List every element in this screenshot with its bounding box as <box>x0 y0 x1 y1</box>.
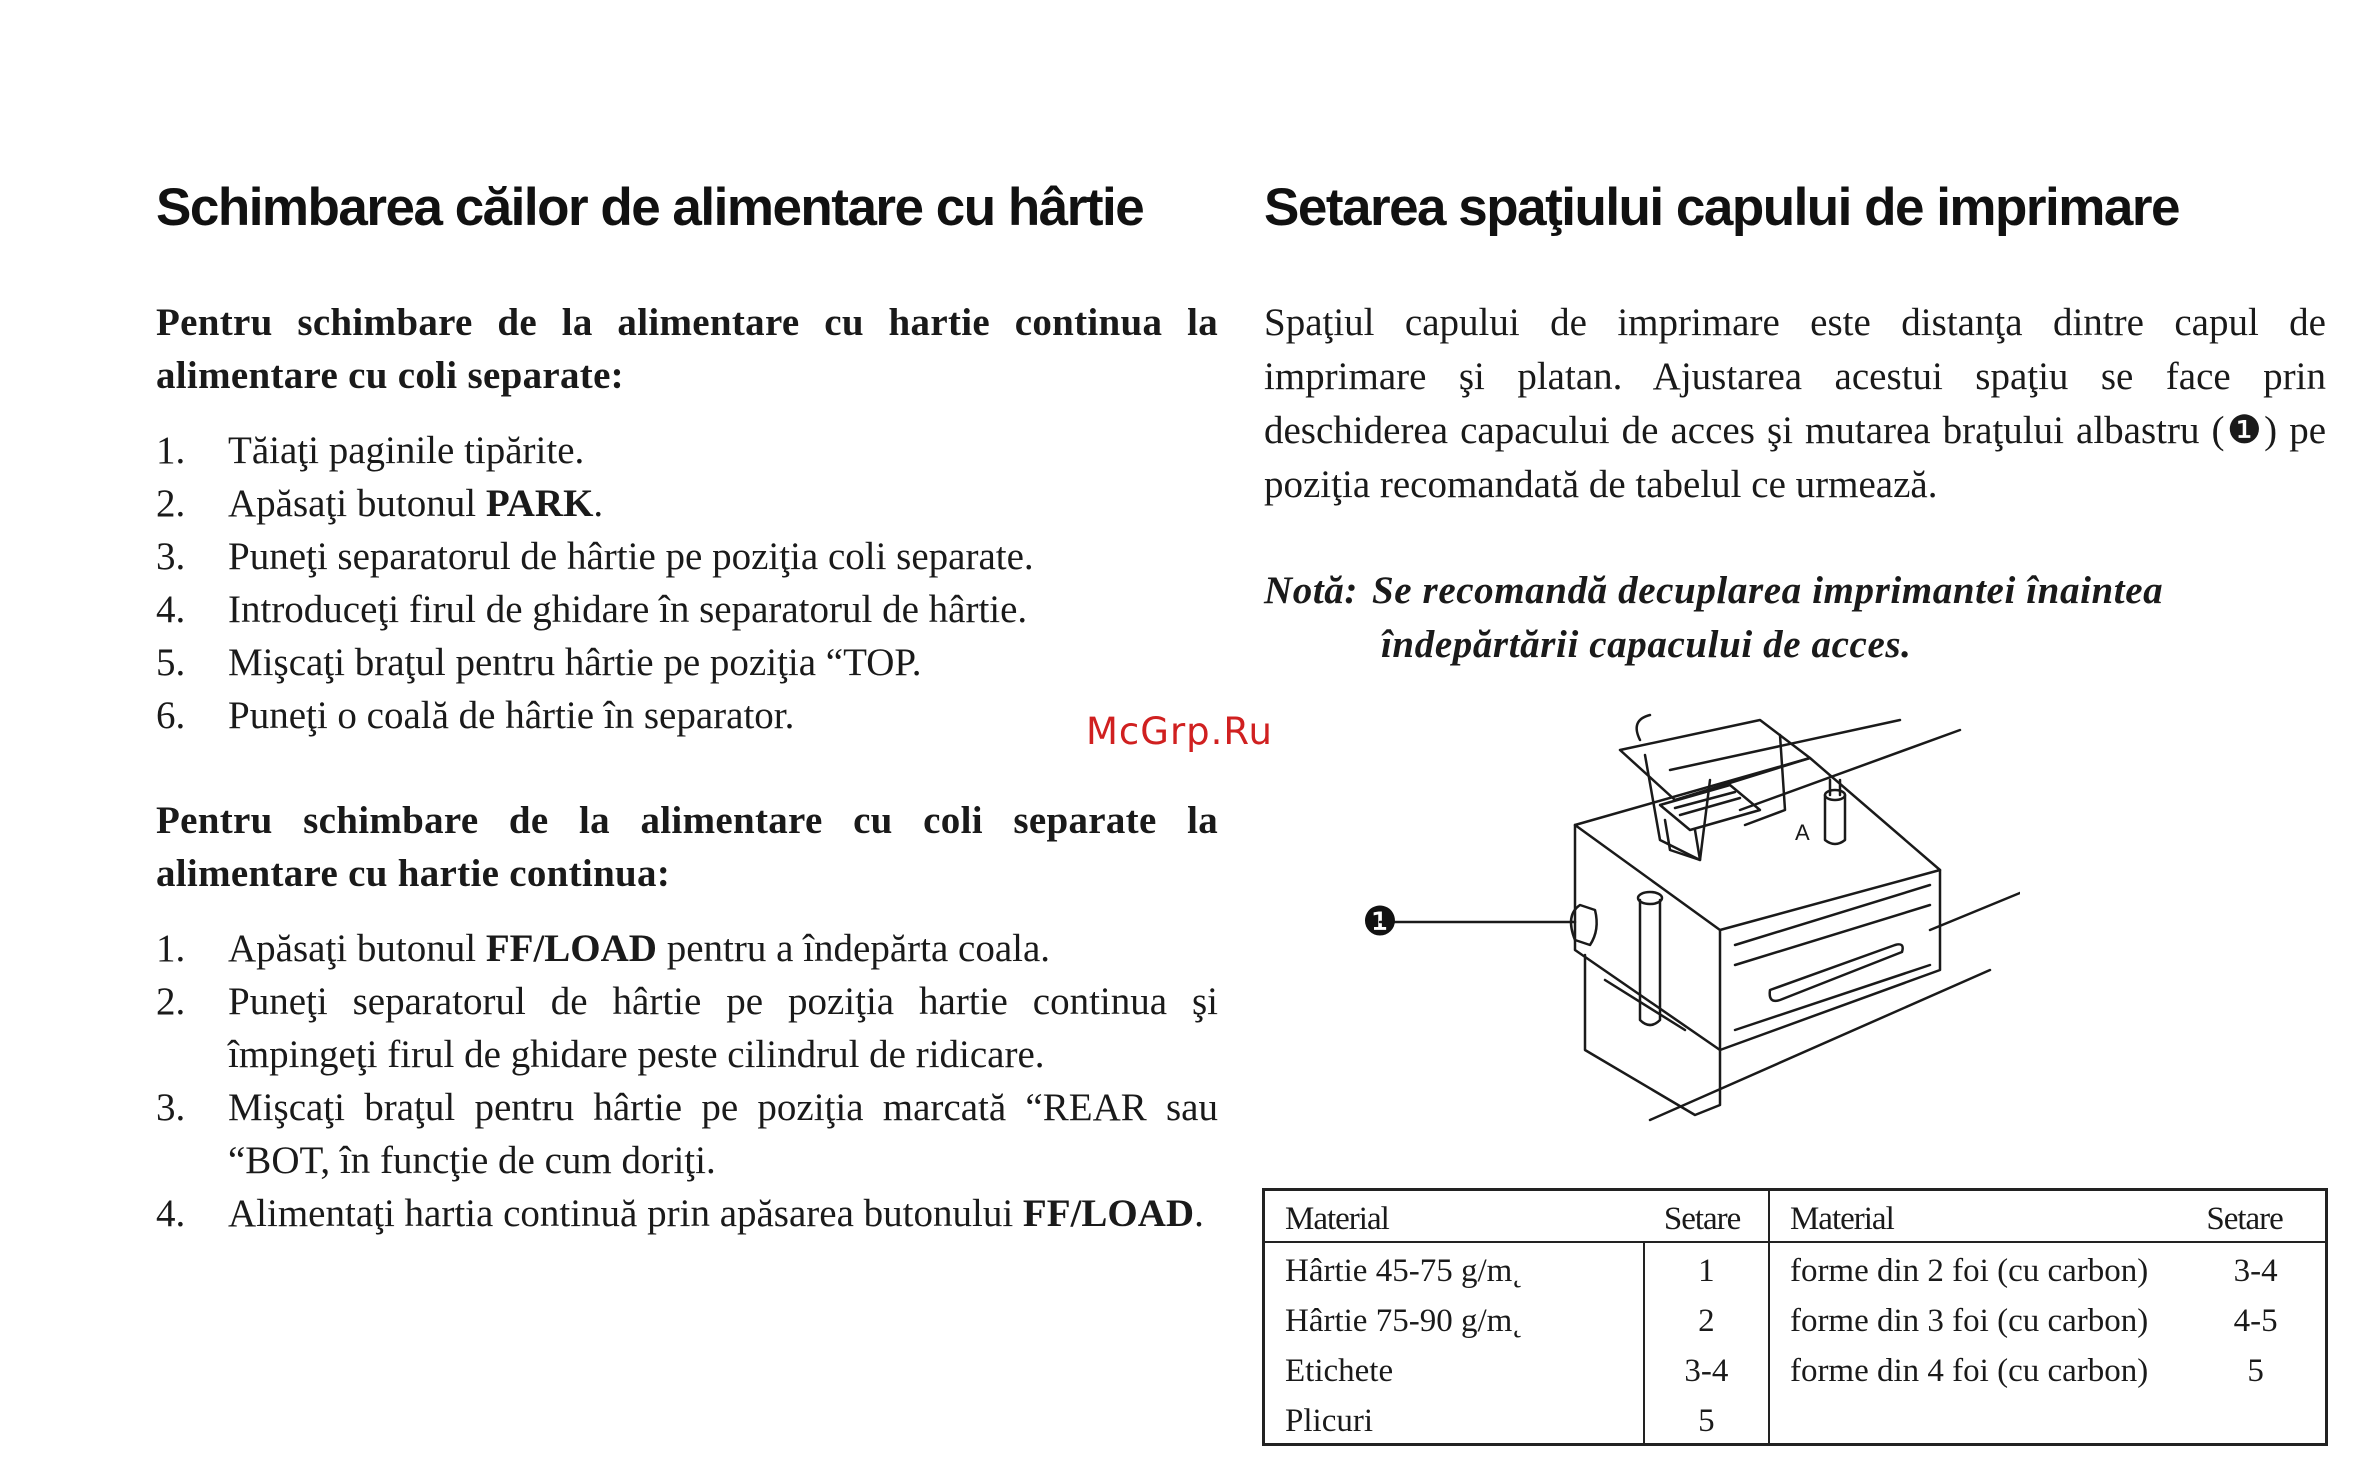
step-text <box>228 1187 1218 1240</box>
step-text <box>228 477 1218 530</box>
step-text-part: Mişcaţi braţul pentru hârtie pe poziţia marcată “REAR sau “BOT, în funcţie de cum doriţi. <box>228 1086 1218 1182</box>
print-gap-description: Spaţiul capului de imprimare este distanţa dintre capul de imprimare şi platan. Ajustarea acestui spaţiu se face prin deschiderea capacului de acces şi mutarea braţului albastru (❶) pe poziţia recomandată de tabelul ce urmează. <box>1264 301 2326 506</box>
table-cell: 3-4 <box>1644 1343 1769 1393</box>
note-line-2: îndepărtării capacului de acces. <box>1381 623 1912 666</box>
section2-steps <box>156 922 1218 1240</box>
print-head-illustration <box>1340 700 2020 1140</box>
step-text <box>228 975 1218 1081</box>
step-item <box>156 922 1218 975</box>
table-cell: 5 <box>1644 1393 1769 1445</box>
callout-marker: ❶ <box>1362 899 1398 945</box>
step-number: 3. <box>156 1086 186 1129</box>
step-text <box>228 1081 1218 1187</box>
step-text-part: Mişcaţi braţul pentru hârtie pe poziţia “TOP. <box>228 641 922 684</box>
right-column <box>1264 172 2326 672</box>
table-cell: forme din 3 foi (cu carbon) <box>1789 1303 2149 1339</box>
table-row <box>1264 1293 2327 1343</box>
table-cell: Etichete <box>1264 1343 1644 1393</box>
table-row <box>1264 1343 2327 1393</box>
step-text <box>228 424 1218 477</box>
note-label: Notă: <box>1264 569 1358 612</box>
step-item <box>156 689 1218 742</box>
table-row <box>1264 1242 2327 1293</box>
table-cell: Plicuri <box>1264 1393 1644 1445</box>
step-number: 5. <box>156 641 186 684</box>
table-cell: 5 <box>2247 1353 2264 1389</box>
step-text-part: Apăsaţi butonul <box>228 482 486 525</box>
step-item <box>156 530 1218 583</box>
step-text-part: Introduceţi firul de ghidare în separatorul de hârtie. <box>228 588 1028 631</box>
step-item <box>156 636 1218 689</box>
step-text-part: Puneţi separatorul de hârtie pe poziţia hartie continua şi împingeţi firul de ghidare peste cilindrul de ridicare. <box>228 980 1218 1076</box>
step-button-name: PARK <box>485 482 594 525</box>
table-cell: 3-4 <box>2233 1253 2278 1289</box>
step-number: 1. <box>156 927 186 970</box>
table-cell: forme din 4 foi (cu carbon) <box>1789 1353 2149 1389</box>
table-cell: forme din 2 foi (cu carbon) <box>1789 1253 2149 1289</box>
step-text <box>228 530 1218 583</box>
header-setting-2: Setare <box>2186 1190 2326 1243</box>
step-item <box>156 424 1218 477</box>
step-number: 3. <box>156 535 186 578</box>
step-text <box>228 636 1218 689</box>
step-text-part: . <box>1194 1192 1204 1235</box>
step-number: 4. <box>156 588 186 631</box>
step-item <box>156 1081 1218 1187</box>
step-button-name: FF/LOAD <box>485 927 657 970</box>
table-row <box>1264 1393 2327 1445</box>
step-text <box>228 922 1218 975</box>
step-text-part: Puneţi separatorul de hârtie pe poziţia coli separate. <box>228 535 1034 578</box>
step-text-part: pentru a îndepărta coala. <box>656 927 1051 970</box>
step-item <box>156 477 1218 530</box>
right-section-title: Setarea spaţiului capului de imprimare <box>1264 178 2179 237</box>
table-cell: 1 <box>1644 1242 1769 1293</box>
step-item <box>156 583 1218 636</box>
step-number: 1. <box>156 429 186 472</box>
table-cell: Hârtie 75-90 g/m˛ <box>1264 1293 1644 1343</box>
table-cell <box>1769 1393 2186 1445</box>
section1-heading: Pentru schimbare de la alimentare cu hartie continua la alimentare cu coli separate: <box>156 301 1218 397</box>
step-item <box>156 1187 1218 1240</box>
table-cell <box>2186 1393 2326 1445</box>
table-cell: 2 <box>1644 1293 1769 1343</box>
step-text-part: Apăsaţi butonul <box>228 927 486 970</box>
step-text-part: Puneţi o coală de hârtie în separator. <box>228 694 795 737</box>
watermark: McGrp.Ru <box>1086 710 1273 753</box>
step-item <box>156 975 1218 1081</box>
step-text-part: Alimentaţi hartia continuă prin apăsarea butonului <box>228 1192 1023 1235</box>
note-block <box>1264 564 2326 672</box>
step-number: 2. <box>156 482 186 525</box>
step-text-part: Tăiaţi paginile tipărite. <box>228 429 585 472</box>
step-number: 4. <box>156 1192 186 1235</box>
table-header-row <box>1264 1190 2327 1243</box>
header-material-2: Material <box>1769 1190 2186 1243</box>
header-material-1: Material <box>1264 1190 1644 1243</box>
step-text <box>228 689 1218 742</box>
table-cell: Hârtie 45-75 g/m˛ <box>1264 1242 1644 1293</box>
step-text-part: . <box>593 482 604 525</box>
section2-heading: Pentru schimbare de la alimentare cu coli separate la alimentare cu hartie continua: <box>156 799 1218 895</box>
section1-steps <box>156 424 1218 742</box>
gap-settings-table <box>1262 1188 2328 1446</box>
step-button-name: FF/LOAD <box>1022 1192 1195 1235</box>
svg-text:A: A <box>1795 820 1810 845</box>
left-column <box>156 172 1218 1240</box>
header-setting-1: Setare <box>1644 1190 1769 1243</box>
table-cell: 4-5 <box>2233 1303 2278 1339</box>
step-text <box>228 583 1218 636</box>
step-number: 2. <box>156 980 186 1023</box>
step-number: 6. <box>156 694 186 737</box>
left-section-title: Schimbarea căilor de alimentare cu hârtie <box>156 178 1144 237</box>
note-line-1: Se recomandă decuplarea imprimantei înaintea <box>1372 569 2164 612</box>
